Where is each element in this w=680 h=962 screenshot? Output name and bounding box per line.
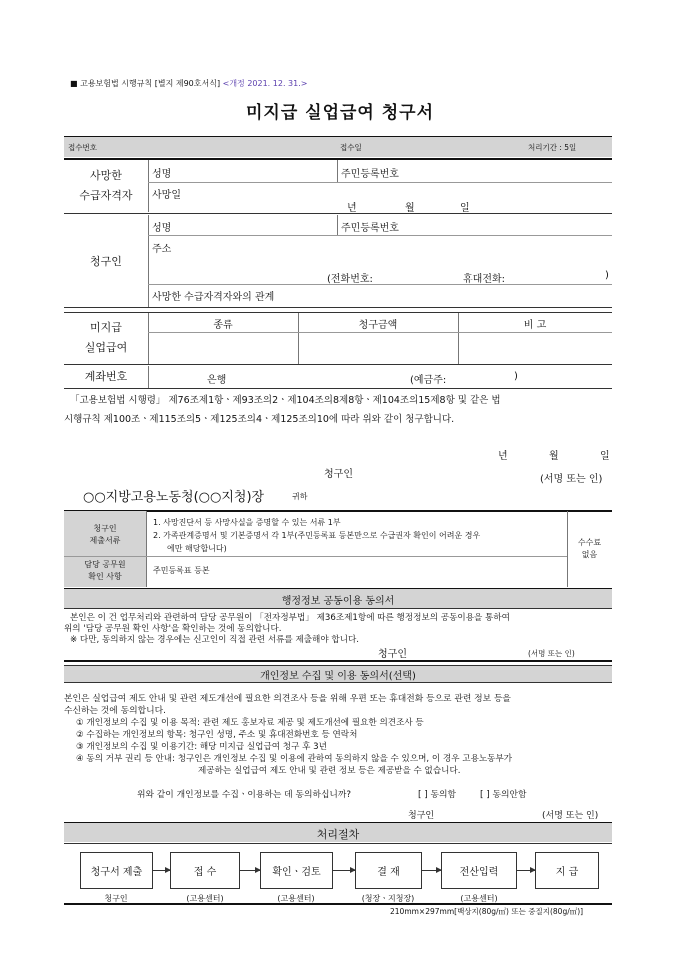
unpaid-amount-input[interactable] bbox=[299, 333, 457, 363]
admin-consent-line-2: 위의 '담당 공무원 확인 사항'을 확인하는 것에 동의합니다. bbox=[64, 624, 282, 634]
privacy-disagree-checkbox[interactable]: [ ] 동의안함 bbox=[480, 790, 527, 800]
privacy-line-2: 수신하는 것에 동의합니다. bbox=[64, 706, 166, 716]
paper-spec: 210mm×297mm[백상지(80g/㎡) 또는 중질지(80g/㎡)] bbox=[390, 907, 584, 916]
phone-close-paren: ) bbox=[605, 270, 609, 281]
privacy-question: 위와 같이 개인정보를 수집ㆍ이용하는 데 동의하십니까? bbox=[137, 790, 352, 800]
form-regulation-note bbox=[70, 78, 307, 89]
admin-consent-signature[interactable]: (서명 또는 인) bbox=[528, 649, 575, 658]
privacy-agree-checkbox[interactable]: [ ] 동의함 bbox=[418, 790, 456, 800]
fee-label: 수수료 bbox=[577, 538, 602, 547]
privacy-consent-heading: 개인정보 수집 및 이용 동의서(선택) bbox=[260, 671, 416, 682]
declaration-line-2: 시행규칙 제100조ㆍ제115조의5ㆍ제125조의4ㆍ제125조의10에 따라 위와 같이 청구합니다. bbox=[64, 414, 455, 425]
processing-period: 처리기간 : 5일 bbox=[528, 143, 577, 152]
fee-value: 없음 bbox=[581, 550, 598, 559]
submit-doc-item-2: 2. 가족관계증명서 및 기본증명서 각 1부(주민등록표 등본만으로 수급권자 확인이 어려운 경우 bbox=[153, 531, 481, 540]
submit-docs-label-2: 제출서류 bbox=[89, 536, 121, 545]
caption-input: (고용센터) bbox=[460, 894, 498, 903]
arrow-3 bbox=[333, 870, 355, 871]
admin-consent-heading: 행정정보 공동이용 동의서 bbox=[281, 596, 395, 607]
declaration-claimant: 청구인 bbox=[324, 469, 353, 480]
arrow-2 bbox=[240, 870, 260, 871]
privacy-line-1: 본인은 실업급여 제도 안내 및 관련 제도개선에 필요한 의견조사 등을 위해 우편 또는 휴대전화 등으로 관련 정보 등을 bbox=[64, 694, 511, 704]
submit-doc-item-1: 1. 사망진단서 등 사망사실을 증명할 수 있는 서류 1부 bbox=[153, 518, 341, 527]
death-year: 년 bbox=[347, 203, 357, 214]
admin-consent-line-3: ※ 다만, 동의하지 않는 경우에는 신고인이 직접 관련 서류를 제출해야 합니다. bbox=[70, 635, 360, 645]
privacy-signature[interactable]: (서명 또는 인) bbox=[542, 811, 599, 821]
step-approve: 결 재 bbox=[355, 852, 422, 889]
unpaid-label-2: 실업급여 bbox=[84, 341, 128, 354]
arrow-5 bbox=[517, 870, 535, 871]
death-month: 월 bbox=[405, 203, 415, 214]
receipt-date-label: 접수일 bbox=[340, 143, 362, 152]
privacy-item-1: ① 개인정보의 수집 및 이용 목적: 관련 제도 홍보자료 제공 및 제도개선에 필요한 의견조사 등 bbox=[76, 718, 424, 728]
col-claim-amount: 청구금액 bbox=[358, 320, 398, 331]
revision-date: <개정 2021. 12. 31.> bbox=[222, 79, 308, 88]
deceased-resident-no-field[interactable]: 주민등록번호 bbox=[341, 169, 399, 180]
arrow-4 bbox=[422, 870, 441, 871]
bank-field[interactable]: 은행 bbox=[207, 375, 227, 386]
claimant-resident-no-field[interactable]: 주민등록번호 bbox=[341, 223, 399, 234]
claimant-label: 청구인 bbox=[90, 255, 122, 268]
verify-label-1: 담당 공무원 bbox=[84, 560, 126, 569]
deceased-label-1: 사망한 bbox=[90, 169, 122, 182]
holder-close-paren: ) bbox=[514, 371, 518, 382]
privacy-claimant: 청구인 bbox=[408, 811, 435, 821]
receipt-number-label: 접수번호 bbox=[68, 143, 97, 152]
account-label: 계좌번호 bbox=[84, 370, 128, 383]
sign-month: 월 bbox=[549, 451, 559, 462]
unpaid-label-1: 미지급 bbox=[90, 321, 122, 334]
admin-consent-line-1: 본인은 이 건 업무처리와 관련하여 담당 공무원이 「전자정부법」 제36조제1항에 따른 행정정보의 공동이용을 통하여 bbox=[70, 613, 510, 623]
verify-item: 주민등록표 등본 bbox=[153, 566, 210, 575]
caption-submit: 청구인 bbox=[104, 894, 128, 903]
account-holder-field[interactable]: (예금주: bbox=[410, 375, 447, 386]
unpaid-note-input[interactable] bbox=[459, 333, 611, 363]
addressee: ○○지방고용노동청(○○지청)장 bbox=[83, 490, 265, 505]
privacy-item-2: ② 수집하는 개인정보의 항목: 청구인 성명, 주소 및 휴대전화번호 등 연락처 bbox=[76, 730, 358, 740]
procedure-heading: 처리절차 bbox=[316, 828, 360, 841]
arrow-1 bbox=[153, 870, 170, 871]
step-input: 전산입력 bbox=[441, 852, 517, 889]
unpaid-type-input[interactable] bbox=[149, 333, 297, 363]
claimant-name-field[interactable]: 성명 bbox=[152, 223, 172, 234]
form-title: 미지급 실업급여 청구서 bbox=[245, 103, 435, 123]
regulation-text: ■ 고용보험법 시행규칙 [별지 제90호서식] bbox=[70, 79, 221, 88]
claimant-phone-field[interactable]: (전화번호: bbox=[327, 274, 373, 285]
claimant-address-field[interactable]: 주소 bbox=[152, 244, 172, 255]
verify-label-2: 확인 사항 bbox=[88, 572, 122, 581]
submit-doc-item-2-cont: 에만 해당합니다) bbox=[167, 544, 227, 553]
admin-consent-claimant: 청구인 bbox=[378, 649, 407, 660]
caption-review: (고용센터) bbox=[277, 894, 315, 903]
deceased-name-field[interactable]: 성명 bbox=[152, 169, 172, 180]
step-submit: 청구서 제출 bbox=[80, 852, 153, 889]
step-receive: 접 수 bbox=[170, 852, 240, 889]
privacy-item-3: ③ 개인정보의 수집 및 이용기간: 해당 미지급 실업급여 청구 후 3년 bbox=[76, 742, 327, 752]
death-day: 일 bbox=[460, 203, 470, 214]
sign-year: 년 bbox=[498, 451, 508, 462]
deceased-label-2: 수급자격자 bbox=[79, 189, 133, 202]
privacy-item-4-cont: 제공하는 실업급여 제도 안내 및 관련 정보 등은 제공받을 수 없습니다. bbox=[198, 766, 461, 776]
col-note: 비 고 bbox=[523, 320, 547, 331]
submit-docs-label-1: 청구인 bbox=[93, 524, 117, 533]
step-pay: 지 급 bbox=[535, 852, 599, 889]
addressee-honorific: 귀하 bbox=[292, 492, 308, 501]
privacy-item-4: ④ 동의 거부 권리 등 안내: 청구인은 개인정보 수집 및 이용에 관하여 동의하지 않을 수 있으며, 이 경우 고용노동부가 bbox=[76, 754, 513, 764]
sign-day: 일 bbox=[600, 451, 610, 462]
declaration-signature[interactable]: (서명 또는 인) bbox=[540, 474, 603, 485]
caption-receive: (고용센터) bbox=[186, 894, 224, 903]
col-benefit-type: 종류 bbox=[213, 320, 233, 331]
step-review: 확인ㆍ검토 bbox=[260, 852, 333, 889]
caption-approve: (청장ㆍ지청장) bbox=[361, 894, 415, 903]
relation-field[interactable]: 사망한 수급자격자와의 관계 bbox=[152, 292, 275, 303]
death-date-field[interactable]: 사망일 bbox=[152, 190, 181, 201]
claimant-mobile-field[interactable]: 휴대전화: bbox=[463, 274, 506, 285]
declaration-line-1: 「고용보험법 시행령」 제76조제1항ㆍ제93조의2ㆍ제104조의8제8항ㆍ제104조의15제8항 및 같은 법 bbox=[70, 395, 501, 406]
